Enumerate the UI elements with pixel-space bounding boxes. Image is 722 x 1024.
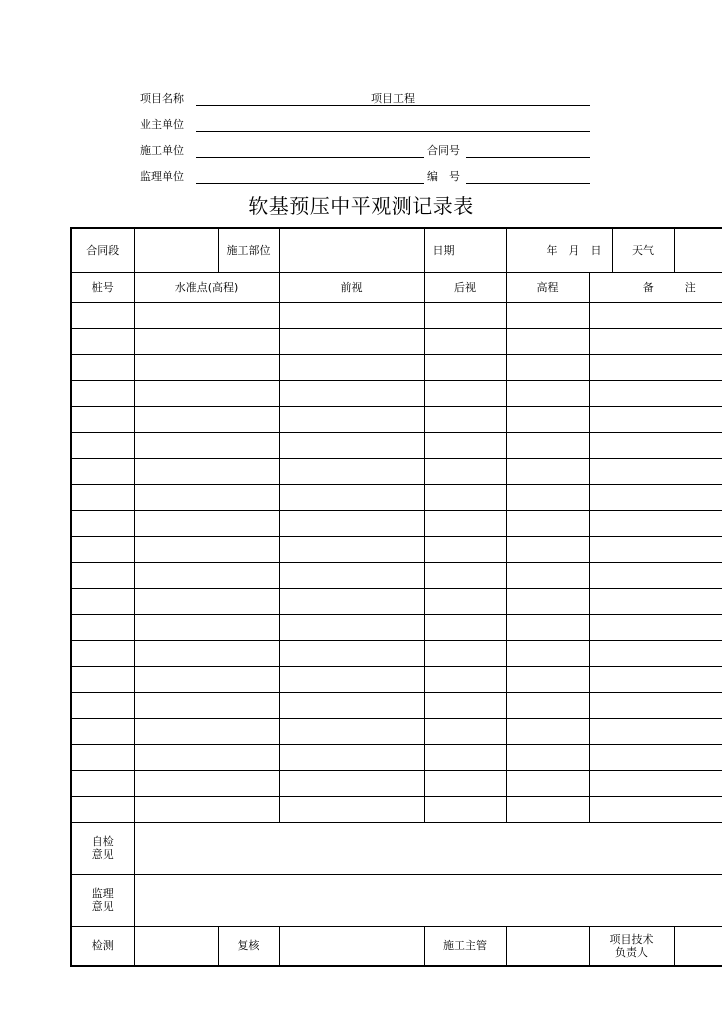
cell-backsight[interactable] [424,744,506,770]
cell-remarks[interactable] [589,588,722,614]
col-header-benchmark [134,272,279,302]
cell-foresight[interactable] [279,562,424,588]
cell-remarks[interactable] [589,640,722,666]
cell-station[interactable] [71,510,134,536]
cell-backsight[interactable] [424,718,506,744]
table-row [71,744,722,770]
cell-elevation[interactable] [506,354,589,380]
cell-foresight[interactable] [279,666,424,692]
project-name-field[interactable]: 项目工程 [371,92,415,105]
table-row [71,302,722,328]
owner-label: 业主单位 [140,118,184,131]
section-label-cell [71,228,134,272]
supervision-label-line2: 意见 [91,900,114,913]
cell-station[interactable] [71,588,134,614]
cell-elevation[interactable] [506,380,589,406]
cell-backsight[interactable] [424,692,506,718]
cell-elevation[interactable] [506,588,589,614]
cell-foresight[interactable] [279,536,424,562]
cell-elevation[interactable] [506,484,589,510]
col-header-elevation [506,272,589,302]
site-manager-label: 施工主管 [443,939,487,953]
col-header-benchmark-label: 水准点(高程) [174,280,239,294]
table-row [71,406,722,432]
cell-backsight[interactable] [424,354,506,380]
cell-remarks[interactable] [589,354,722,380]
date-field: 年 月 日 [546,243,602,257]
form-title: 软基预压中平观测记录表 [248,194,474,218]
cell-station[interactable] [71,666,134,692]
col-header-backsight-label: 后视 [454,280,476,294]
contract-no-label: 合同号 [427,144,460,157]
cell-remarks[interactable] [589,302,722,328]
serial-no-underline [466,183,590,184]
table-row [71,432,722,458]
cell-foresight[interactable] [279,302,424,328]
cell-backsight[interactable] [424,406,506,432]
table-row [71,718,722,744]
cell-benchmark[interactable] [134,796,279,822]
cell-benchmark[interactable] [134,458,279,484]
table-row [71,510,722,536]
cell-backsight[interactable] [424,796,506,822]
cell-elevation[interactable] [506,640,589,666]
cell-benchmark[interactable] [134,692,279,718]
cell-backsight[interactable] [424,432,506,458]
cell-foresight[interactable] [279,588,424,614]
cell-station[interactable] [71,562,134,588]
table-row [71,588,722,614]
cell-foresight[interactable] [279,328,424,354]
cell-station[interactable] [71,536,134,562]
supervisor-underline [196,183,424,184]
cell-elevation[interactable] [506,614,589,640]
cell-foresight[interactable] [279,484,424,510]
tech-lead-label-cell [589,926,674,966]
cell-backsight[interactable] [424,770,506,796]
contract-no-underline [466,157,590,158]
cell-foresight[interactable] [279,614,424,640]
cell-backsight[interactable] [424,510,506,536]
tech-lead-label-line2: 负责人 [615,945,648,959]
cell-elevation[interactable] [506,744,589,770]
cell-remarks[interactable] [589,510,722,536]
self-check-row [71,822,722,874]
table-row [71,692,722,718]
cell-benchmark[interactable] [134,614,279,640]
table-row [71,796,722,822]
cell-station[interactable] [71,770,134,796]
cell-backsight[interactable] [424,380,506,406]
cell-backsight[interactable] [424,458,506,484]
table-row [71,666,722,692]
table-row [71,328,722,354]
reviewer-label-cell [218,926,279,966]
cell-benchmark[interactable] [134,406,279,432]
cell-benchmark[interactable] [134,666,279,692]
cell-elevation[interactable] [506,536,589,562]
date-label-cell [424,228,506,272]
column-header-row [71,272,722,302]
contractor-underline [196,157,424,158]
cell-remarks[interactable] [589,796,722,822]
cell-station[interactable] [71,458,134,484]
cell-station[interactable] [71,380,134,406]
cell-backsight[interactable] [424,536,506,562]
col-header-foresight-label: 前视 [340,280,363,294]
site-manager-label-cell [424,926,506,966]
supervision-field[interactable] [134,874,722,926]
cell-station[interactable] [71,484,134,510]
cell-foresight[interactable] [279,770,424,796]
cell-station[interactable] [71,640,134,666]
cell-remarks[interactable] [589,484,722,510]
table-row [71,614,722,640]
cell-foresight[interactable] [279,718,424,744]
col-header-station-label: 桩号 [91,280,114,294]
location-label-cell [218,228,279,272]
table-row [71,770,722,796]
table-row [71,354,722,380]
cell-remarks[interactable] [589,458,722,484]
col-header-elevation-label: 高程 [536,280,559,294]
cell-backsight[interactable] [424,484,506,510]
self-check-label-line2: 意见 [91,848,114,861]
cell-foresight[interactable] [279,510,424,536]
cell-remarks[interactable] [589,536,722,562]
table-row [71,380,722,406]
supervision-row [71,874,722,926]
serial-no-label: 编 号 [427,170,460,183]
weather-label-cell [612,228,674,272]
self-check-label-cell [71,822,134,874]
cell-backsight[interactable] [424,640,506,666]
site-manager-field[interactable] [506,926,589,966]
cell-benchmark[interactable] [134,744,279,770]
col-header-remarks [589,272,722,302]
cell-foresight[interactable] [279,380,424,406]
reviewer-field[interactable] [279,926,424,966]
cell-elevation[interactable] [506,328,589,354]
inspector-label-cell [71,926,134,966]
cell-benchmark[interactable] [134,770,279,796]
cell-remarks[interactable] [589,666,722,692]
section-value-cell[interactable] [134,228,218,272]
cell-benchmark[interactable] [134,718,279,744]
cell-remarks[interactable] [589,718,722,744]
cell-benchmark[interactable] [134,562,279,588]
record-table [70,227,722,967]
cell-station[interactable] [71,432,134,458]
tech-lead-field[interactable] [674,926,722,966]
inspector-field[interactable] [134,926,218,966]
cell-foresight[interactable] [279,458,424,484]
cell-benchmark[interactable] [134,380,279,406]
col-header-remarks-label: 备 注 [642,280,699,294]
supervision-label-cell [71,874,134,926]
cell-benchmark[interactable] [134,484,279,510]
cell-foresight[interactable] [279,432,424,458]
table-row [71,458,722,484]
weather-label: 天气 [632,243,654,257]
cell-remarks[interactable] [589,770,722,796]
cell-remarks[interactable] [589,432,722,458]
location-label: 施工部位 [226,243,271,257]
cell-elevation[interactable] [506,432,589,458]
col-header-station [71,272,134,302]
cell-elevation[interactable] [506,302,589,328]
data-rows [71,302,722,822]
reviewer-label: 复核 [237,939,260,953]
self-check-label-line1: 自检 [91,835,114,848]
inspector-label: 检测 [91,939,114,953]
cell-benchmark[interactable] [134,302,279,328]
cell-elevation[interactable] [506,510,589,536]
cell-remarks[interactable] [589,744,722,770]
section-label: 合同段 [86,243,120,257]
cell-elevation[interactable] [506,562,589,588]
cell-elevation[interactable] [506,666,589,692]
table-row [71,536,722,562]
cell-station[interactable] [71,718,134,744]
contractor-label: 施工单位 [140,144,184,157]
cell-foresight[interactable] [279,692,424,718]
weather-value-cell[interactable] [674,228,722,272]
cell-station[interactable] [71,328,134,354]
cell-benchmark[interactable] [134,328,279,354]
cell-benchmark[interactable] [134,432,279,458]
cell-foresight[interactable] [279,406,424,432]
cell-benchmark[interactable] [134,510,279,536]
cell-backsight[interactable] [424,614,506,640]
table-row [71,484,722,510]
cell-backsight[interactable] [424,588,506,614]
cell-foresight[interactable] [279,640,424,666]
supervisor-label: 监理单位 [140,170,184,183]
cell-foresight[interactable] [279,796,424,822]
cell-elevation[interactable] [506,796,589,822]
table-row [71,562,722,588]
cell-elevation[interactable] [506,770,589,796]
supervision-label-line1: 监理 [91,887,114,900]
cell-station[interactable] [71,614,134,640]
tech-lead-label-line1: 项目技术 [609,932,654,946]
cell-remarks[interactable] [589,614,722,640]
cell-station[interactable] [71,744,134,770]
cell-remarks[interactable] [589,406,722,432]
cell-station[interactable] [71,354,134,380]
cell-foresight[interactable] [279,744,424,770]
cell-backsight[interactable] [424,328,506,354]
cell-station[interactable] [71,692,134,718]
owner-underline [196,131,590,132]
signature-row [71,926,722,966]
cell-remarks[interactable] [589,380,722,406]
table-row [71,640,722,666]
cell-elevation[interactable] [506,718,589,744]
col-header-foresight [279,272,424,302]
self-check-field[interactable] [134,822,722,874]
cell-benchmark[interactable] [134,354,279,380]
cell-benchmark[interactable] [134,588,279,614]
cell-backsight[interactable] [424,302,506,328]
location-value-cell[interactable] [279,228,424,272]
date-label: 日期 [432,243,455,257]
cell-backsight[interactable] [424,666,506,692]
col-header-backsight [424,272,506,302]
info-row [71,228,722,272]
cell-station[interactable] [71,406,134,432]
cell-remarks[interactable] [589,328,722,354]
cell-benchmark[interactable] [134,640,279,666]
cell-remarks[interactable] [589,692,722,718]
cell-remarks[interactable] [589,562,722,588]
cell-foresight[interactable] [279,354,424,380]
cell-station[interactable] [71,796,134,822]
cell-elevation[interactable] [506,692,589,718]
cell-station[interactable] [71,302,134,328]
cell-elevation[interactable] [506,406,589,432]
cell-backsight[interactable] [424,562,506,588]
cell-benchmark[interactable] [134,536,279,562]
project-name-label: 项目名称 [140,92,184,105]
date-value-cell[interactable] [506,228,612,272]
cell-elevation[interactable] [506,458,589,484]
